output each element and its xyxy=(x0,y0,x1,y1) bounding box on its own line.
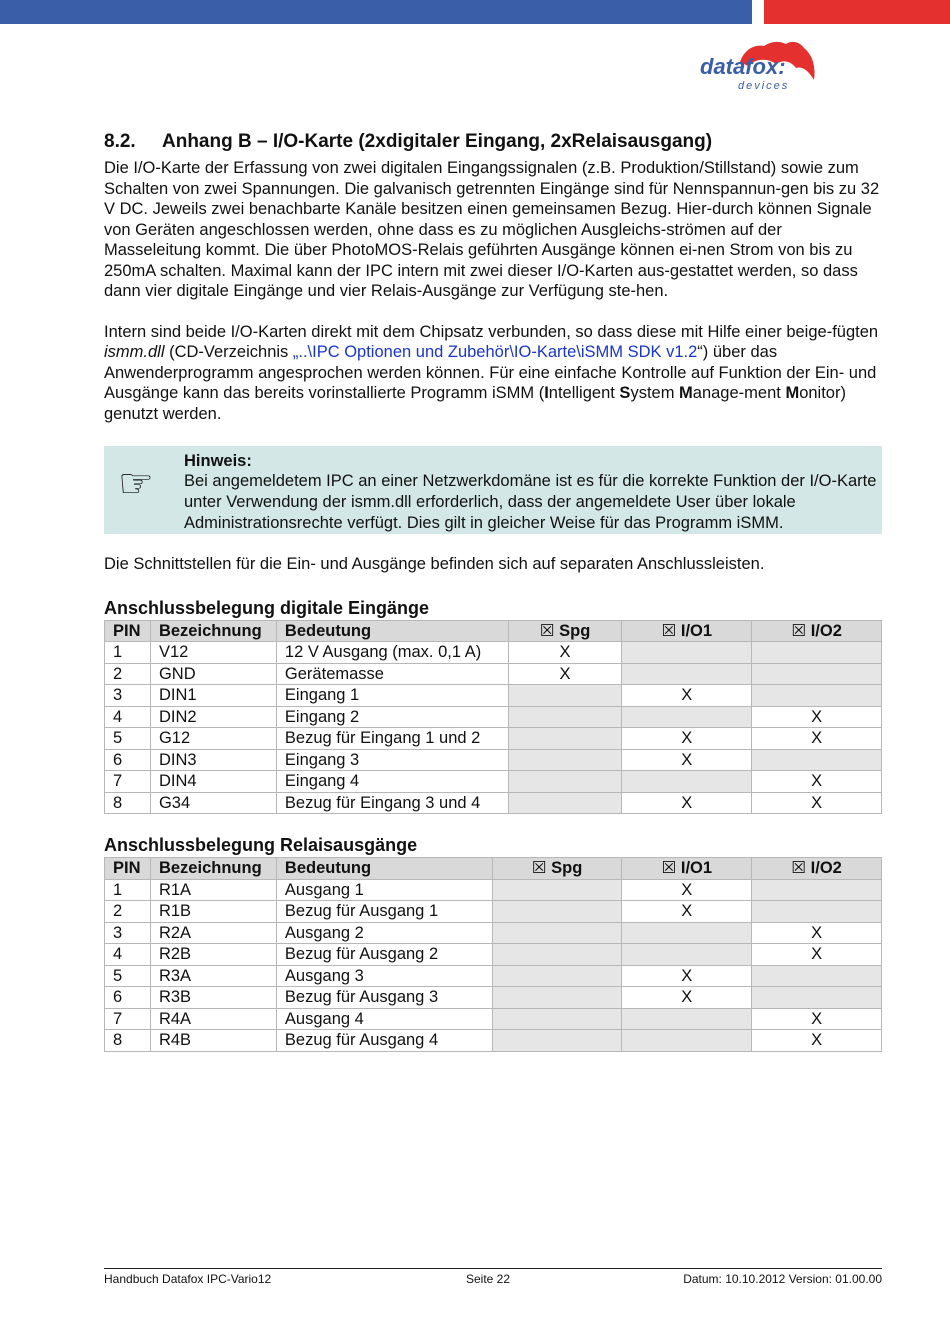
table-cell xyxy=(752,749,882,771)
table-header-row: PIN Bezeichnung Bedeutung ☒ Spg ☒ I/O1 ☒ I/O2 xyxy=(105,858,882,880)
table-cell: 3 xyxy=(105,922,151,944)
table-cell xyxy=(508,685,622,707)
table-cell: V12 xyxy=(150,642,276,664)
table-cell: DIN2 xyxy=(150,706,276,728)
table-cell: Bezug für Eingang 3 und 4 xyxy=(276,792,508,814)
table-cell xyxy=(622,1030,752,1052)
note-text: Bei angemeldetem IPC an einer Netzwerkdomäne ist es für die korrekte Funktion der I/O-Karte unter Verwendung der ismm.dll erforderlich, dass der angemeldete User über lokale Administrationsrechte verfügt. Dies gilt in gleicher Weise für das Programm iSMM. xyxy=(184,472,877,532)
table-cell xyxy=(492,922,622,944)
table-cell: R2A xyxy=(150,922,276,944)
table-cell: Bezug für Eingang 1 und 2 xyxy=(276,728,508,750)
table-cell: X xyxy=(508,663,622,685)
header-bar-blue xyxy=(0,0,752,24)
table-cell: 1 xyxy=(105,642,151,664)
table-cell xyxy=(508,792,622,814)
table-cell: Eingang 4 xyxy=(276,771,508,793)
table-cell xyxy=(492,879,622,901)
table-header-row: PIN Bezeichnung Bedeutung ☒ Spg ☒ I/O1 ☒ I/O2 xyxy=(105,620,882,642)
table-cell: G34 xyxy=(150,792,276,814)
table-cell xyxy=(752,685,882,707)
table-row xyxy=(105,642,882,664)
table-cell: 4 xyxy=(105,944,151,966)
table-cell: X xyxy=(752,1008,882,1030)
table-row xyxy=(105,749,882,771)
table-cell: 3 xyxy=(105,685,151,707)
table-cell: Bezug für Ausgang 2 xyxy=(276,944,492,966)
table-cell: Ausgang 1 xyxy=(276,879,492,901)
table-cell xyxy=(752,663,882,685)
table-cell: 4 xyxy=(105,706,151,728)
table-cell: Ausgang 3 xyxy=(276,965,492,987)
table-row xyxy=(105,901,882,923)
table-cell: Bezug für Ausgang 3 xyxy=(276,987,492,1009)
table-cell xyxy=(752,642,882,664)
table-cell xyxy=(492,965,622,987)
table-cell xyxy=(622,1008,752,1030)
table-cell: X xyxy=(622,685,752,707)
table-cell xyxy=(752,879,882,901)
table-row xyxy=(105,1008,882,1030)
table-cell: X xyxy=(752,922,882,944)
table-cell: R4A xyxy=(150,1008,276,1030)
table-cell: 2 xyxy=(105,663,151,685)
logo-subtitle: devices xyxy=(738,80,790,92)
header-bar-red xyxy=(764,0,950,24)
table-cell: 5 xyxy=(105,728,151,750)
table-cell: DIN3 xyxy=(150,749,276,771)
footer-left: Handbuch Datafox IPC-Vario12 xyxy=(104,1272,272,1286)
table-cell: X xyxy=(752,728,882,750)
table-cell: X xyxy=(622,749,752,771)
table-cell: R1A xyxy=(150,879,276,901)
table-cell: R3B xyxy=(150,987,276,1009)
table-cell: 2 xyxy=(105,901,151,923)
table-cell: GND xyxy=(150,663,276,685)
table-cell: R4B xyxy=(150,1030,276,1052)
table-row xyxy=(105,965,882,987)
table-cell: Bezug für Ausgang 4 xyxy=(276,1030,492,1052)
table-cell xyxy=(492,987,622,1009)
table-cell: Ausgang 2 xyxy=(276,922,492,944)
footer-right: Datum: 10.10.2012 Version: 01.00.00 xyxy=(683,1272,882,1286)
table-cell xyxy=(752,901,882,923)
table-cell xyxy=(508,771,622,793)
table1-title: Anschlussbelegung digitale Eingänge xyxy=(104,597,430,618)
table-cell: X xyxy=(622,792,752,814)
datafox-logo xyxy=(700,40,820,96)
pointing-hand-icon: ☞ xyxy=(118,461,154,507)
table-cell: X xyxy=(752,1030,882,1052)
table-cell xyxy=(622,642,752,664)
table-cell: DIN4 xyxy=(150,771,276,793)
table2-title: Anschlussbelegung Relaisausgänge xyxy=(104,835,418,855)
table-cell: Gerätemasse xyxy=(276,663,508,685)
table-cell xyxy=(492,1008,622,1030)
table-row xyxy=(105,987,882,1009)
table-cell: Bezug für Ausgang 1 xyxy=(276,901,492,923)
table-cell xyxy=(622,944,752,966)
table-row xyxy=(105,1030,882,1052)
table-cell xyxy=(508,749,622,771)
table-cell xyxy=(492,1030,622,1052)
table-cell: X xyxy=(752,771,882,793)
relay-outputs-table xyxy=(104,857,882,1052)
table-cell: X xyxy=(622,728,752,750)
table-cell: 8 xyxy=(105,792,151,814)
table-cell: X xyxy=(752,944,882,966)
table-cell: R2B xyxy=(150,944,276,966)
table-cell: 8 xyxy=(105,1030,151,1052)
table-cell xyxy=(508,706,622,728)
table-row xyxy=(105,706,882,728)
table-row xyxy=(105,792,882,814)
table-cell: 7 xyxy=(105,771,151,793)
table-cell: Ausgang 4 xyxy=(276,1008,492,1030)
table-cell: R1B xyxy=(150,901,276,923)
table-cell: G12 xyxy=(150,728,276,750)
table-row xyxy=(105,663,882,685)
table-row xyxy=(105,922,882,944)
cd-directory-link[interactable]: „..\IPC Optionen und Zubehör\IO-Karte\iSMM SDK v1.2 xyxy=(292,343,698,361)
table-cell xyxy=(752,987,882,1009)
table-cell: 12 V Ausgang (max. 0,1 A) xyxy=(276,642,508,664)
section-heading xyxy=(104,130,882,154)
interface-paragraph: Intern sind beide I/O-Karten direkt mit dem Chipsatz verbunden, so dass diese mit Hilfe einer beige-fügten ismm.dll (CD-Verzeichnis „..\IPC Optionen und Zubehör\IO-Karte\iSMM SDK v1.2“) über das Anwenderprogramm angesprochen werden können. Für eine einfache Kontrolle auf Funktion der Ein- und Ausgänge kann das bereits vorinstallierte Programm iSMM (Intelligent System Manage-ment Monitor) genutzt werden. xyxy=(104,322,879,423)
table-cell: X xyxy=(622,987,752,1009)
section-number: 8.2. xyxy=(104,131,136,152)
connector-paragraph: Die Schnittstellen für die Ein- und Ausgänge befinden sich auf separaten Anschlussleisten. xyxy=(104,555,765,573)
table-cell xyxy=(508,728,622,750)
section-title: Anhang B – I/O-Karte (2xdigitaler Eingang, 2xRelaisausgang) xyxy=(162,131,713,152)
intro-paragraph: Die I/O-Karte der Erfassung von zwei digitalen Eingangssignalen (z.B. Produktion/Stillstand) sowie zum Schalten von zwei Spannungen. Die galvanisch getrennten Eingänge sind für Nennspannun-gen bis zu 32 V DC. Jeweils zwei benachbarte Kanäle besitzen einen gemeinsamen Bezug. Hier-durch können Signale von Geräten angeschlossen werden, ohne dass es zu möglichen Ausgleichs-strömen auf der Masseleitung kommt. Die über PhotoMOS-Relais geführten Ausgänge können ei-nen Strom von bis zu 250mA schalten. Maximal kann der IPC intern mit zwei dieser I/O-Karten aus-gestattet werden, so dass dann vier digitale Eingänge und vier Relais-Ausgänge zur Verfügung ste-hen. xyxy=(104,159,880,300)
table-cell: Eingang 3 xyxy=(276,749,508,771)
table-cell: DIN1 xyxy=(150,685,276,707)
table-cell: X xyxy=(752,792,882,814)
table-cell: X xyxy=(622,901,752,923)
table-row xyxy=(105,685,882,707)
table-cell xyxy=(752,965,882,987)
table-cell: X xyxy=(622,879,752,901)
table-cell: X xyxy=(508,642,622,664)
table-cell: Eingang 2 xyxy=(276,706,508,728)
table-cell: 1 xyxy=(105,879,151,901)
table-cell: 7 xyxy=(105,1008,151,1030)
table-row xyxy=(105,771,882,793)
page-footer xyxy=(104,1268,882,1289)
table-cell: Eingang 1 xyxy=(276,685,508,707)
table-row xyxy=(105,728,882,750)
table-cell: X xyxy=(622,965,752,987)
table-cell xyxy=(622,771,752,793)
table-cell: 6 xyxy=(105,749,151,771)
table-row xyxy=(105,879,882,901)
table-row xyxy=(105,944,882,966)
page-content xyxy=(104,130,882,1052)
table-cell xyxy=(622,663,752,685)
footer-page: Seite 22 xyxy=(466,1272,511,1286)
dll-name: ismm.dll xyxy=(104,343,165,361)
table-cell xyxy=(622,706,752,728)
digital-inputs-table xyxy=(104,620,882,815)
table-cell: X xyxy=(752,706,882,728)
table-cell xyxy=(622,922,752,944)
table-cell xyxy=(492,901,622,923)
table-cell xyxy=(492,944,622,966)
note-box xyxy=(104,446,882,534)
table-cell: 6 xyxy=(105,987,151,1009)
note-title: Hinweis: xyxy=(184,452,252,470)
table-cell: R3A xyxy=(150,965,276,987)
table-cell: 5 xyxy=(105,965,151,987)
logo-word: datafox: xyxy=(700,54,786,79)
